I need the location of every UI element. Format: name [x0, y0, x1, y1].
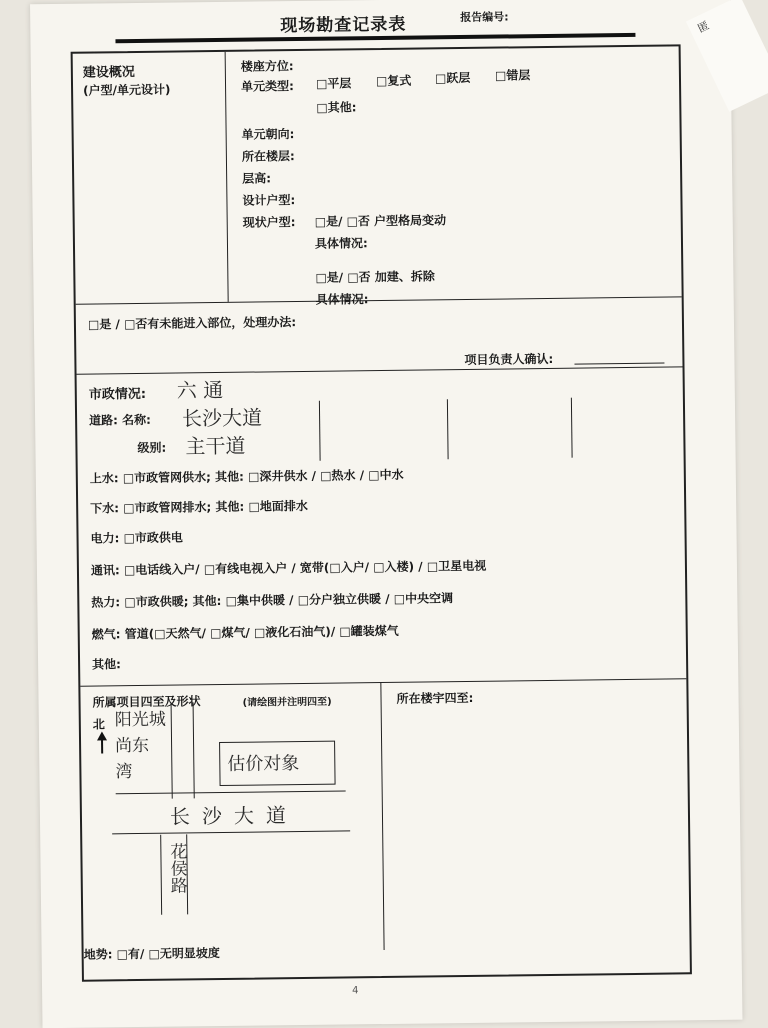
divider-1	[76, 296, 682, 304]
construction-subtitle: (户型/单元设计)	[82, 82, 171, 98]
sketch-road-v2	[193, 702, 195, 798]
design-type-label: 设计户型:	[242, 193, 296, 208]
page-number: 4	[352, 985, 359, 997]
manager-signature-line[interactable]	[574, 363, 664, 365]
north-arrow-shaft	[101, 739, 103, 753]
report-number-label: 报告编号:	[460, 10, 509, 25]
form-title: 现场勘查记录表	[280, 14, 407, 37]
floor-label: 所在楼层:	[241, 149, 295, 164]
municipal-label: 市政情况:	[88, 386, 147, 403]
divider-2	[77, 366, 683, 374]
gas-row[interactable]: 燃气: 管道(□天然气/ □煤气/ □液化石油气)/ □罐装煤气	[91, 623, 399, 642]
road-grade-label: 级别:	[137, 440, 167, 455]
north-label: 北	[92, 717, 105, 732]
sketch-label-yangguangcheng: 阳光城	[114, 709, 166, 731]
unit-type-other-checkbox[interactable]: □其他:	[316, 100, 357, 115]
terrain-row[interactable]: 地势: □有/ □无明显坡度	[83, 946, 220, 962]
unit-type-loft-checkbox[interactable]: □跃层	[434, 70, 471, 86]
surroundings-col-divider	[380, 682, 384, 950]
sketch-road-v1	[171, 703, 173, 799]
manager-confirm-label: 项目负责人确认:	[464, 351, 554, 367]
drainage-row[interactable]: 下水: □市政管网排水; 其他: □地面排水	[90, 498, 308, 516]
addition-options[interactable]: □是/ □否 加建、拆除	[315, 269, 435, 285]
road-grade-handwritten: 主干道	[185, 433, 246, 459]
unit-type-duplex-checkbox[interactable]: □复式	[375, 73, 412, 89]
telecom-row[interactable]: 通讯: □电话线入户/ □有线电视入户 / 宽带(□入户/ □入楼) / □卫星电视	[90, 558, 487, 578]
municipal-status-handwritten: 六 通	[176, 377, 224, 403]
other-label: 其他:	[92, 657, 121, 672]
sketch-road-v3	[160, 835, 162, 915]
heating-row[interactable]: 热力: □市政供暖; 其他: □集中供暖 / □分户独立供暖 / □中央空调	[91, 591, 454, 610]
unit-orientation-label: 单元朝向:	[241, 127, 295, 142]
details-label-1: 具体情况:	[314, 236, 368, 251]
building-position-label: 楼座方位:	[240, 59, 294, 74]
unit-type-split-checkbox[interactable]: □错层	[494, 68, 531, 83]
details-label-2: 具体情况:	[315, 292, 369, 307]
project-boundary-title: 所属项目四至及形状	[92, 694, 201, 710]
sketch-label-wan: 湾	[115, 762, 133, 783]
road-col-line-1	[319, 401, 321, 461]
sketch-target-label: 估价对象	[227, 753, 300, 775]
sketch-road-h2	[112, 830, 350, 834]
sketch-label-shangdong: 尚东	[114, 735, 150, 757]
access-question[interactable]: □是 / □否有未能进入部位，处理办法:	[87, 315, 297, 332]
project-boundary-note: (请绘图并注明四至)	[242, 696, 332, 709]
sketch-main-road-label: 长沙大道	[169, 803, 299, 829]
road-col-line-3	[571, 398, 573, 458]
status-type-label: 现状户型:	[242, 215, 296, 230]
form-frame	[71, 44, 692, 981]
road-name-handwritten: 长沙大道	[181, 405, 263, 431]
sketch-side-road-label: 花侯路	[166, 842, 187, 894]
unit-type-label: 单元类型:	[240, 79, 294, 94]
road-name-label: 道路: 名称:	[89, 412, 151, 428]
water-supply-row[interactable]: 上水: □市政管网供水; 其他: □深井供水 / □热水 / □中水	[89, 467, 404, 486]
construction-col-divider	[225, 52, 229, 302]
unit-type-flat-checkbox[interactable]: □平层	[315, 76, 352, 91]
construction-title: 建设概况	[82, 65, 135, 81]
survey-sheet	[30, 0, 742, 1028]
corner-text: 匿	[695, 18, 712, 36]
layout-change-options[interactable]: □是/ □否 户型格局变动	[314, 213, 447, 229]
height-label: 层高:	[242, 171, 272, 186]
overlapping-paper	[686, 0, 768, 112]
road-col-line-2	[447, 399, 449, 459]
divider-3	[80, 678, 686, 686]
power-row[interactable]: 电力: □市政供电	[90, 530, 183, 546]
building-boundary-title: 所在楼宇四至:	[396, 690, 474, 706]
sketch-road-h1	[116, 790, 346, 794]
